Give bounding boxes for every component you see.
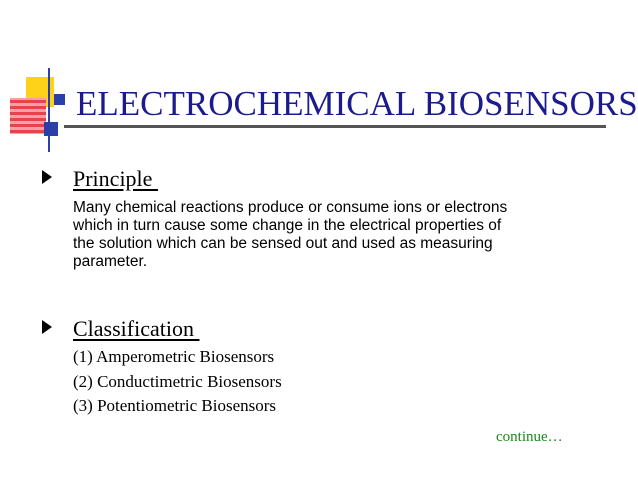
red-striped-square bbox=[10, 98, 46, 134]
paragraph-line: parameter. bbox=[73, 253, 148, 270]
paragraph-line: Many chemical reactions produce or consume ions or electrons bbox=[73, 199, 508, 216]
classification-heading: Classification bbox=[73, 316, 200, 341]
classification-list bbox=[73, 345, 282, 419]
continue-link[interactable]: continue… bbox=[496, 429, 563, 445]
list-item: (3) Potentiometric Biosensors bbox=[73, 396, 277, 415]
triangle-bullet-icon bbox=[41, 319, 53, 335]
colored-squares-logo-icon bbox=[0, 0, 80, 160]
paragraph-line: the solution which can be sensed out and used as measuring bbox=[73, 235, 493, 252]
title-divider bbox=[64, 125, 606, 128]
slide-title: ELECTROCHEMICAL BIOSENSORS bbox=[76, 84, 638, 123]
triangle-bullet-icon bbox=[41, 169, 53, 185]
principle-paragraph bbox=[73, 199, 623, 271]
list-item: (2) Conductimetric Biosensors bbox=[73, 371, 282, 391]
paragraph-line: which in turn cause some change in the electrical properties of bbox=[73, 217, 502, 234]
list-item: (1) Amperometric Biosensors bbox=[73, 347, 275, 366]
principle-heading: Principle bbox=[73, 166, 158, 191]
